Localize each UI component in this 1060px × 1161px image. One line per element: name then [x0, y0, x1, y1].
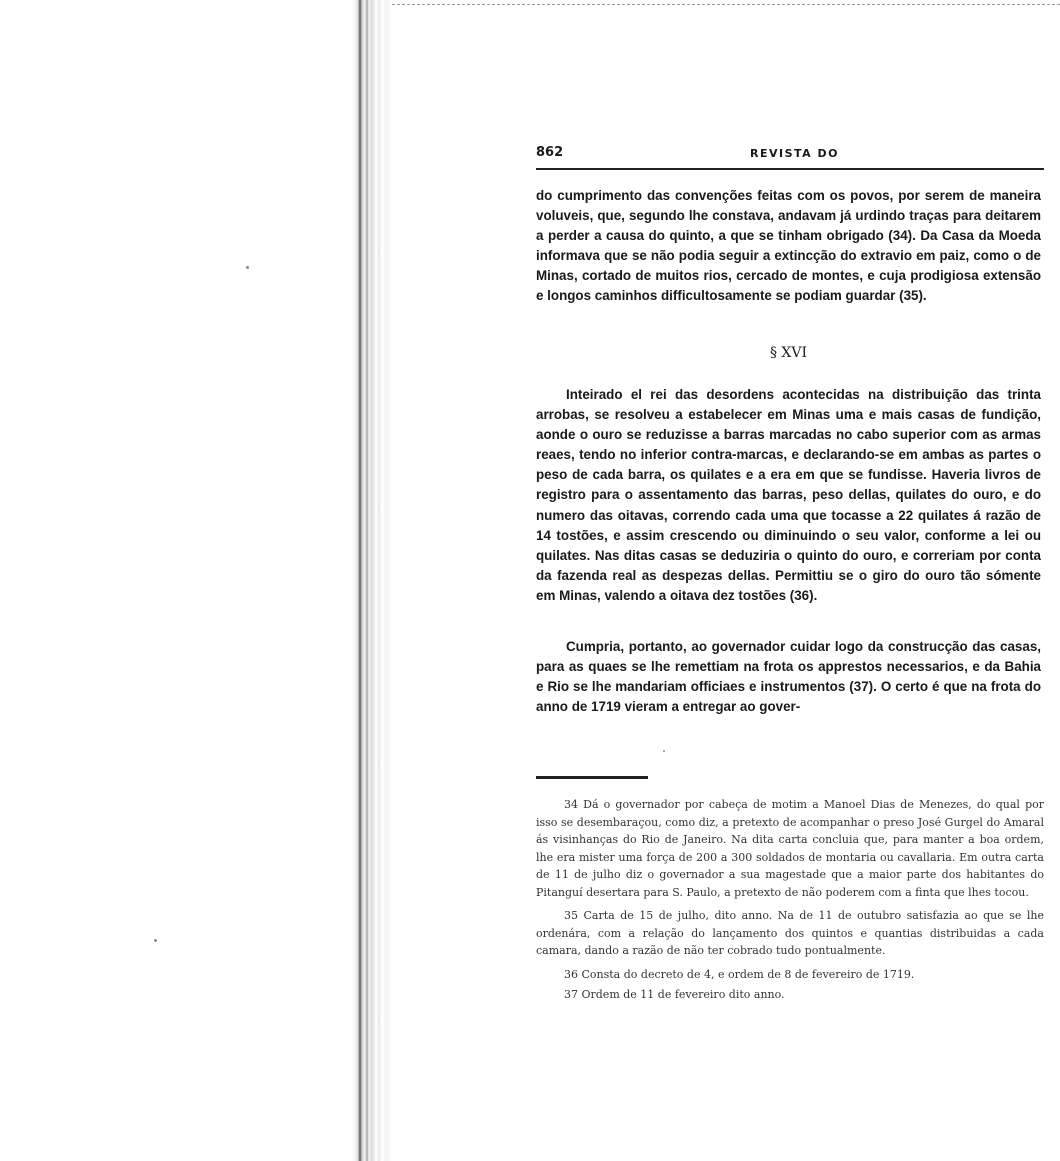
footnote: 34 Dá o governador por cabeça de motim a Manoel Dias de Menezes, do qual por isso se desembaraçou, como diz, a pretexto de acompanhar o preso José Gurgel do Amaral ás visinhanças do Rio de Janeiro. Na dita carta concluia que, para manter a boa ordem, lhe era mister uma força de 200 a 300 soldados de montaria ou cavallaria. Em outra carta de 11 de julho diz o governador a sua magestade que a maior parte dos habitantes do Pitanguí desertara para S. Paulo, a pretexto de não poderem com a finta que lhes tocou.: [536, 798, 1044, 899]
page-header: [536, 145, 1044, 167]
paragraph: do cumprimento das convenções feitas com os povos, por serem de maneira voluveis, que, segundo lhe constava, andavam já urdindo traças para deitarem a perder a causa do quinto, a que se tinham obrigado (34). Da Casa da Moeda informava que se não podia seguir a extincção do extravio em paiz, como o de Minas, cortado de muitos rios, cercado de montes, e cuja prodigiosa extensão e longos caminhos difficultosamente se podiam guardar (35).: [536, 188, 1041, 304]
paragraph: Inteirado el rei das desordens acontecidas na distribuição das trinta arrobas, se resolveu a estabelecer em Minas uma e mais casas de fundição, aonde o ouro se reduzisse a barras marcadas no cabo superior com as armas reaes, tendo no inferior contra-marcas, e declarando-se em ambas as partes o peso de cada barra, os quilates e a era em que se fundisse. Haveria livros de registro para o assentamento das barras, peso dellas, quilates do ouro, e do numero das oitavas, correndo cada uma que tocasse a 22 quilates á razão de 14 tostões, e assim crescendo ou diminuindo o seu valor, conforme a lei ou quilates. Nas ditas casas se deduziria o quinto do ouro, e correriam por conta da fazenda real as despezas dellas. Permittiu se o giro do ouro tão sómente em Minas, valendo a oitava dez tostões (36).: [536, 387, 1041, 603]
footnote: 35 Carta de 15 de julho, dito anno. Na de 11 de outubro satisfazia ao que se lhe ordenára, com a relação do lançamento dos quintos e quantias distribuidas a cada camara, dando a razão de não ter cobrado tudo pontualmente.: [536, 909, 1044, 957]
paper-speck: [663, 750, 665, 752]
top-edge-line: [392, 4, 1060, 5]
footnote: 36 Consta do decreto de 4, e ordem de 8 de fevereiro de 1719.: [564, 967, 915, 981]
running-title: REVISTA DO: [750, 147, 839, 160]
footnote: 37 Ordem de 11 de fevereiro dito anno.: [564, 988, 785, 1001]
blank-facing-page: [0, 0, 352, 1161]
footnotes: [536, 796, 1044, 1007]
header-rule: [536, 168, 1044, 170]
section-heading: § XVI: [769, 345, 808, 361]
page-number: 862: [536, 145, 564, 160]
footnote-separator: [536, 776, 648, 779]
book-binding-gutter: [352, 0, 392, 1161]
paper-speck: [154, 939, 157, 942]
paper-speck: [246, 266, 249, 269]
paragraph: Cumpria, portanto, ao governador cuidar logo da construcção das casas, para as quaes se lhe remettiam na frota os apprestos necessarios, e da Bahia e Rio se lhe mandariam officiaes e instrumentos (37). O certo é que na frota do anno de 1719 vieram a entregar ao gover-: [536, 639, 1041, 715]
